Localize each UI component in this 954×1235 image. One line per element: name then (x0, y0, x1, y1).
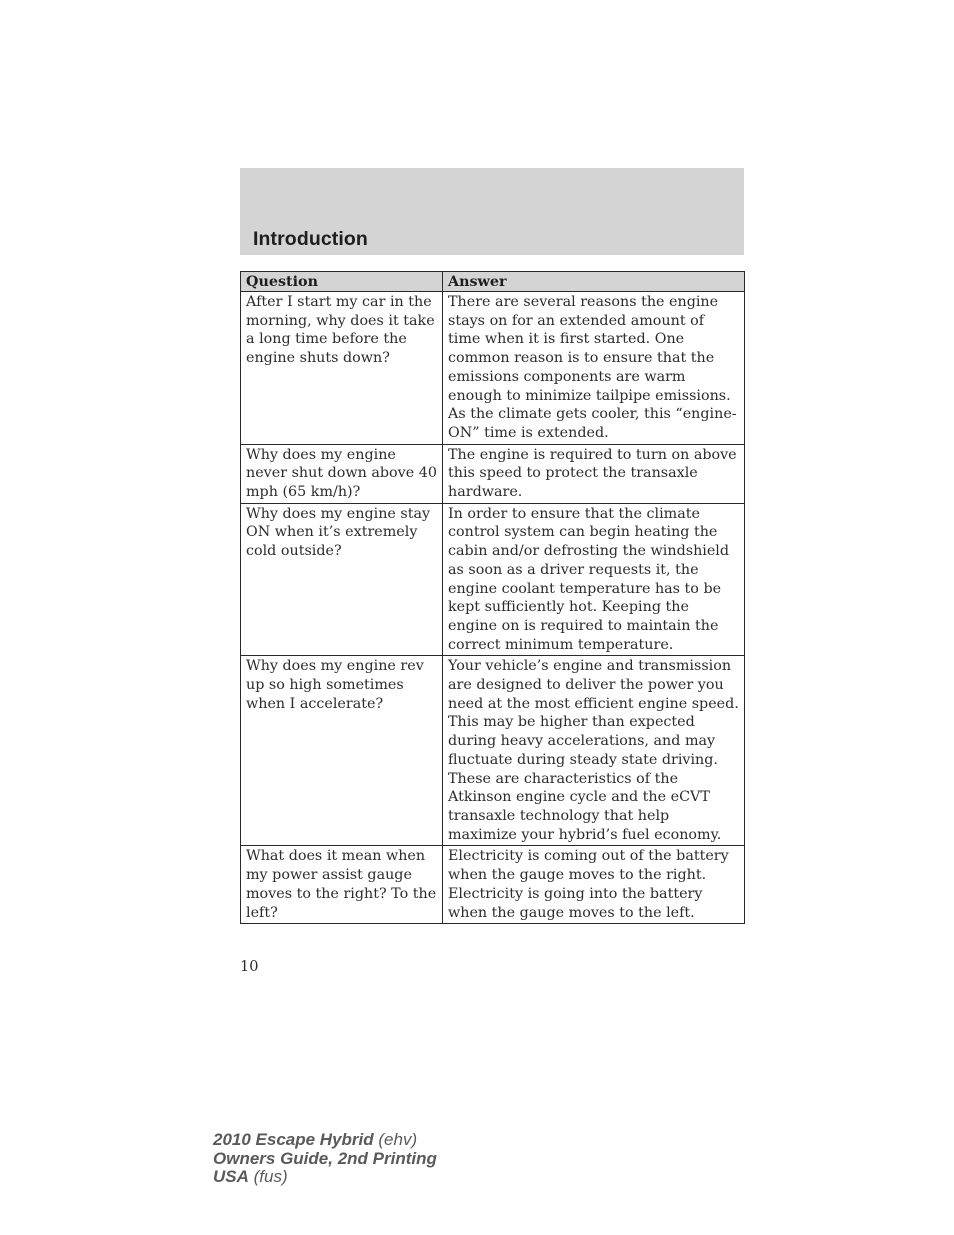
answer-cell: Electricity is coming out of the battery when the gauge moves to the right. Electricity is going into the battery when the gauge moves to the left. (443, 846, 745, 924)
question-cell: Why does my engine stay ON when it’s extremely cold outside? (241, 503, 443, 656)
footer-market-code: (fus) (253, 1167, 288, 1186)
footer-model-code: (ehv) (378, 1130, 418, 1149)
table-row (241, 503, 745, 656)
table-header-row (241, 272, 745, 292)
question-cell: Why does my engine rev up so high sometimes when I accelerate? (241, 656, 443, 846)
table-row (241, 292, 745, 445)
answer-cell: The engine is required to turn on above this speed to protect the transaxle hardware. (443, 444, 745, 503)
question-cell: Why does my engine never shut down above 40 mph (65 km/h)? (241, 444, 443, 503)
footer-model: 2010 Escape Hybrid (213, 1130, 374, 1149)
table-row (241, 656, 745, 846)
section-title: Introduction (253, 228, 368, 250)
question-cell: What does it mean when my power assist gauge moves to the right? To the left? (241, 846, 443, 924)
answer-cell: There are several reasons the engine stays on for an extended amount of time when it is first started. One common reason is to ensure that the emissions components are warm enough to minimize tailpipe emissions. As the climate gets cooler, this “engine-ON” time is extended. (443, 292, 745, 445)
footer-guide-edition: Owners Guide, 2nd Printing (213, 1148, 437, 1168)
section-header-band (240, 168, 744, 255)
answer-cell: In order to ensure that the climate control system can begin heating the cabin and/or defrosting the windshield as soon as a driver requests it, the engine coolant temperature has to be kept sufficiently hot. Keeping the engine on is required to maintain the correct minimum temperature. (443, 503, 745, 656)
table-row (241, 444, 745, 503)
document-footer (213, 1131, 437, 1187)
faq-table (240, 271, 745, 924)
footer-line-2 (213, 1150, 437, 1169)
footer-market: USA (213, 1167, 249, 1186)
question-cell: After I start my car in the morning, why does it take a long time before the engine shuts down? (241, 292, 443, 445)
table-row (241, 846, 745, 924)
footer-line-1 (213, 1131, 437, 1150)
page-number: 10 (240, 959, 259, 975)
column-header-answer: Answer (443, 272, 745, 292)
column-header-question: Question (241, 272, 443, 292)
footer-line-3 (213, 1168, 437, 1187)
answer-cell: Your vehicle’s engine and transmission are designed to deliver the power you need at the most efficient engine speed. This may be higher than expected during heavy accelerations, and may fluctuate during steady state driving. These are characteristics of the Atkinson engine cycle and the eCVT transaxle technology that help maximize your hybrid’s fuel economy. (443, 656, 745, 846)
